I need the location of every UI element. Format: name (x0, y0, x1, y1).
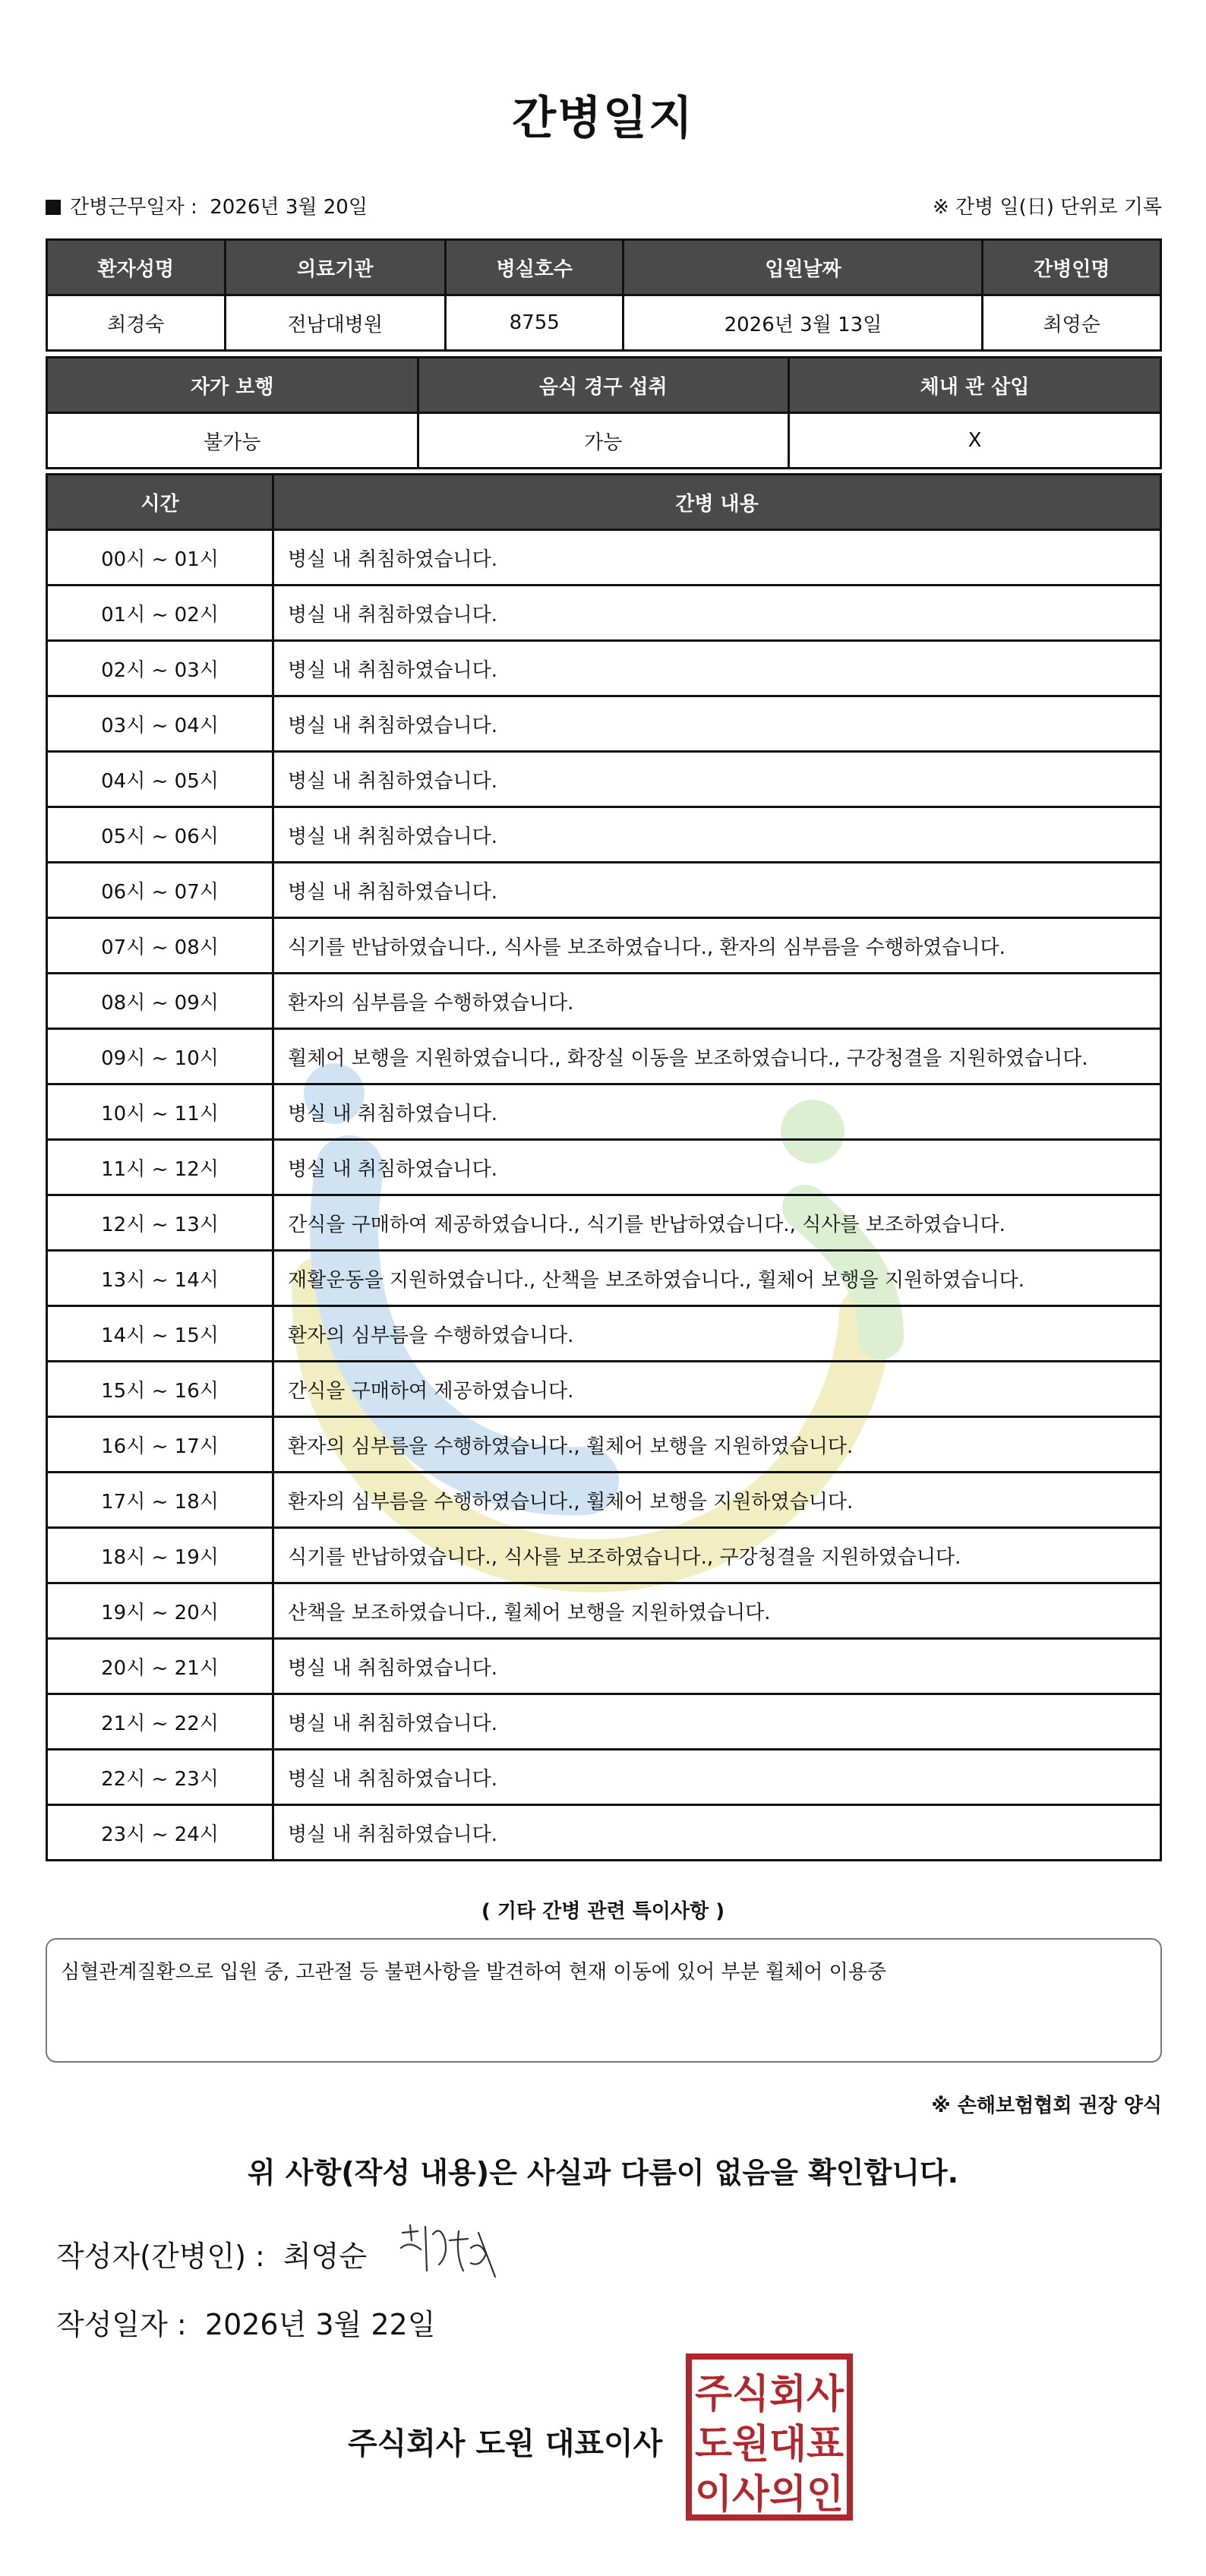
care-content-cell: 환자의 심부름을 수행하였습니다. (273, 974, 1161, 1029)
time-cell: 06시 ~ 07시 (47, 863, 273, 918)
time-cell: 07시 ~ 08시 (47, 918, 273, 974)
self-walking: 불가능 (47, 413, 418, 469)
care-content-cell: 병실 내 취침하였습니다. (273, 586, 1161, 641)
care-content-cell: 병실 내 취침하였습니다. (273, 696, 1161, 752)
care-content-cell: 병실 내 취침하였습니다. (273, 641, 1161, 696)
time-cell: 15시 ~ 16시 (47, 1362, 273, 1417)
time-cell: 19시 ~ 20시 (47, 1583, 273, 1639)
table-row (47, 1694, 1161, 1750)
write-date-label: 작성일자 : (56, 2308, 187, 2341)
svg-text:도원대표: 도원대표 (695, 2422, 844, 2467)
table-row (47, 807, 1161, 863)
table-row (47, 641, 1161, 696)
work-date (46, 191, 368, 219)
care-content-cell: 병실 내 취침하였습니다. (273, 863, 1161, 918)
square-bullet-icon (46, 200, 61, 215)
notes-text: 심혈관계질환으로 입원 중, 고관절 등 불편사항을 발견하여 현재 이동에 있어 부분 휠체어 이용중 (61, 1961, 886, 1984)
care-content-cell: 간식을 구매하여 제공하였습니다. (273, 1362, 1161, 1417)
form-note: ※ 손해보험협회 권장 양식 (931, 2095, 1162, 2117)
time-cell: 18시 ~ 19시 (47, 1528, 273, 1583)
header-admission-date: 입원날짜 (624, 240, 983, 295)
patient-name: 최경숙 (47, 295, 226, 351)
care-content-cell: 병실 내 취침하였습니다. (273, 752, 1161, 807)
table-row (47, 1417, 1161, 1473)
table-row (47, 974, 1161, 1029)
time-cell: 10시 ~ 11시 (47, 1084, 273, 1140)
care-content-cell: 병실 내 취침하였습니다. (273, 530, 1161, 586)
care-content-cell: 병실 내 취침하였습니다. (273, 807, 1161, 863)
confirmation-statement: 위 사항(작성 내용)은 사실과 다름이 없음을 확인합니다. (247, 2156, 959, 2189)
care-content-cell: 병실 내 취침하였습니다. (273, 1140, 1161, 1195)
table-row (47, 1805, 1161, 1861)
header-room: 병실호수 (445, 240, 624, 295)
oral-intake: 가능 (418, 413, 789, 469)
table-row (47, 1140, 1161, 1195)
care-log-body (47, 530, 1161, 1861)
header-hospital: 의료기관 (225, 240, 445, 295)
work-date-value: 2026년 3월 20일 (210, 196, 368, 219)
table-row (47, 696, 1161, 752)
writer-line (56, 2233, 376, 2275)
admission-date: 2026년 3월 13일 (624, 295, 983, 351)
care-content-cell: 병실 내 취침하였습니다. (273, 1805, 1161, 1861)
writer-label: 작성자(간병인) : (56, 2240, 265, 2273)
tube-insertion: X (789, 413, 1161, 469)
care-content-cell: 환자의 심부름을 수행하였습니다., 휠체어 보행을 지원하였습니다. (273, 1417, 1161, 1473)
table-row (47, 863, 1161, 918)
table-row (47, 586, 1161, 641)
notes-box (46, 1938, 1162, 2063)
table-row (47, 918, 1161, 974)
header-tube-insertion: 체내 관 삽입 (789, 358, 1161, 413)
table-row (47, 1639, 1161, 1694)
svg-text:주식회사: 주식회사 (695, 2372, 845, 2417)
care-content-cell: 병실 내 취침하였습니다. (273, 1750, 1161, 1805)
time-cell: 02시 ~ 03시 (47, 641, 273, 696)
time-cell: 08시 ~ 09시 (47, 974, 273, 1029)
care-content-cell: 휠체어 보행을 지원하였습니다., 화장실 이동을 보조하였습니다., 구강청결을 지원하였습니다. (273, 1029, 1161, 1084)
time-cell: 22시 ~ 23시 (47, 1750, 273, 1805)
care-content-cell: 식기를 반납하였습니다., 식사를 보조하였습니다., 구강청결을 지원하였습니다. (273, 1528, 1161, 1583)
table-row (47, 1306, 1161, 1362)
time-cell: 13시 ~ 14시 (47, 1251, 273, 1306)
time-cell: 04시 ~ 05시 (47, 752, 273, 807)
meta-row (46, 191, 1162, 222)
header-oral-intake: 음식 경구 섭취 (418, 358, 789, 413)
table-row (47, 1251, 1161, 1306)
svg-text:이사의인: 이사의인 (695, 2472, 844, 2518)
header-caregiver-name: 간병인명 (983, 240, 1161, 295)
company-seal-stamp (685, 2353, 854, 2521)
time-cell: 11시 ~ 12시 (47, 1140, 273, 1195)
work-date-label: 간병근무일자 : (70, 196, 197, 219)
handwritten-signature (395, 2218, 501, 2286)
caregiver-name: 최영순 (983, 295, 1161, 351)
table-row (47, 1084, 1161, 1140)
time-cell: 14시 ~ 15시 (47, 1306, 273, 1362)
care-content-cell: 산책을 보조하였습니다., 휠체어 보행을 지원하였습니다. (273, 1583, 1161, 1639)
company-name: 주식회사 도원 대표이사 (348, 2426, 663, 2461)
table-row (47, 530, 1161, 586)
header-care-content: 간병 내용 (273, 475, 1161, 530)
table-row (47, 1195, 1161, 1251)
writer-name: 최영순 (283, 2240, 367, 2273)
room-number: 8755 (445, 295, 624, 351)
notes-title: ( 기타 간병 관련 특이사항 ) (481, 1900, 725, 1923)
hospital: 전남대병원 (225, 295, 445, 351)
table-row (47, 1528, 1161, 1583)
patient-info-table (46, 238, 1162, 352)
care-content-cell: 병실 내 취침하였습니다. (273, 1639, 1161, 1694)
time-cell: 03시 ~ 04시 (47, 696, 273, 752)
table-row (47, 1583, 1161, 1639)
time-cell: 09시 ~ 10시 (47, 1029, 273, 1084)
time-cell: 20시 ~ 21시 (47, 1639, 273, 1694)
write-date-line (56, 2301, 435, 2343)
time-cell: 12시 ~ 13시 (47, 1195, 273, 1251)
header-patient-name: 환자성명 (47, 240, 226, 295)
time-cell: 05시 ~ 06시 (47, 807, 273, 863)
table-row (47, 1750, 1161, 1805)
header-self-walking: 자가 보행 (47, 358, 418, 413)
table-row (47, 1029, 1161, 1084)
care-content-cell: 환자의 심부름을 수행하였습니다., 휠체어 보행을 지원하였습니다. (273, 1473, 1161, 1528)
header-time: 시간 (47, 475, 273, 530)
care-content-cell: 식기를 반납하였습니다., 식사를 보조하였습니다., 환자의 심부름을 수행하였습니다. (273, 918, 1161, 974)
page-title: 간병일지 (512, 92, 694, 145)
care-content-cell: 병실 내 취침하였습니다. (273, 1694, 1161, 1750)
record-unit-note: ※ 간병 일(日) 단위로 기록 (932, 196, 1162, 219)
table-row (47, 1473, 1161, 1528)
care-log-table (46, 473, 1162, 1861)
patient-status-table (46, 356, 1162, 469)
care-content-cell: 병실 내 취침하였습니다. (273, 1084, 1161, 1140)
time-cell: 00시 ~ 01시 (47, 530, 273, 586)
table-row (47, 752, 1161, 807)
time-cell: 01시 ~ 02시 (47, 586, 273, 641)
time-cell: 21시 ~ 22시 (47, 1694, 273, 1750)
care-content-cell: 재활운동을 지원하였습니다., 산책을 보조하였습니다., 휠체어 보행을 지원하였습니다. (273, 1251, 1161, 1306)
care-content-cell: 간식을 구매하여 제공하였습니다., 식기를 반납하였습니다., 식사를 보조하였습니다. (273, 1195, 1161, 1251)
time-cell: 16시 ~ 17시 (47, 1417, 273, 1473)
care-content-cell: 환자의 심부름을 수행하였습니다. (273, 1306, 1161, 1362)
time-cell: 17시 ~ 18시 (47, 1473, 273, 1528)
write-date-value: 2026년 3월 22일 (204, 2308, 436, 2341)
table-row (47, 1362, 1161, 1417)
time-cell: 23시 ~ 24시 (47, 1805, 273, 1861)
